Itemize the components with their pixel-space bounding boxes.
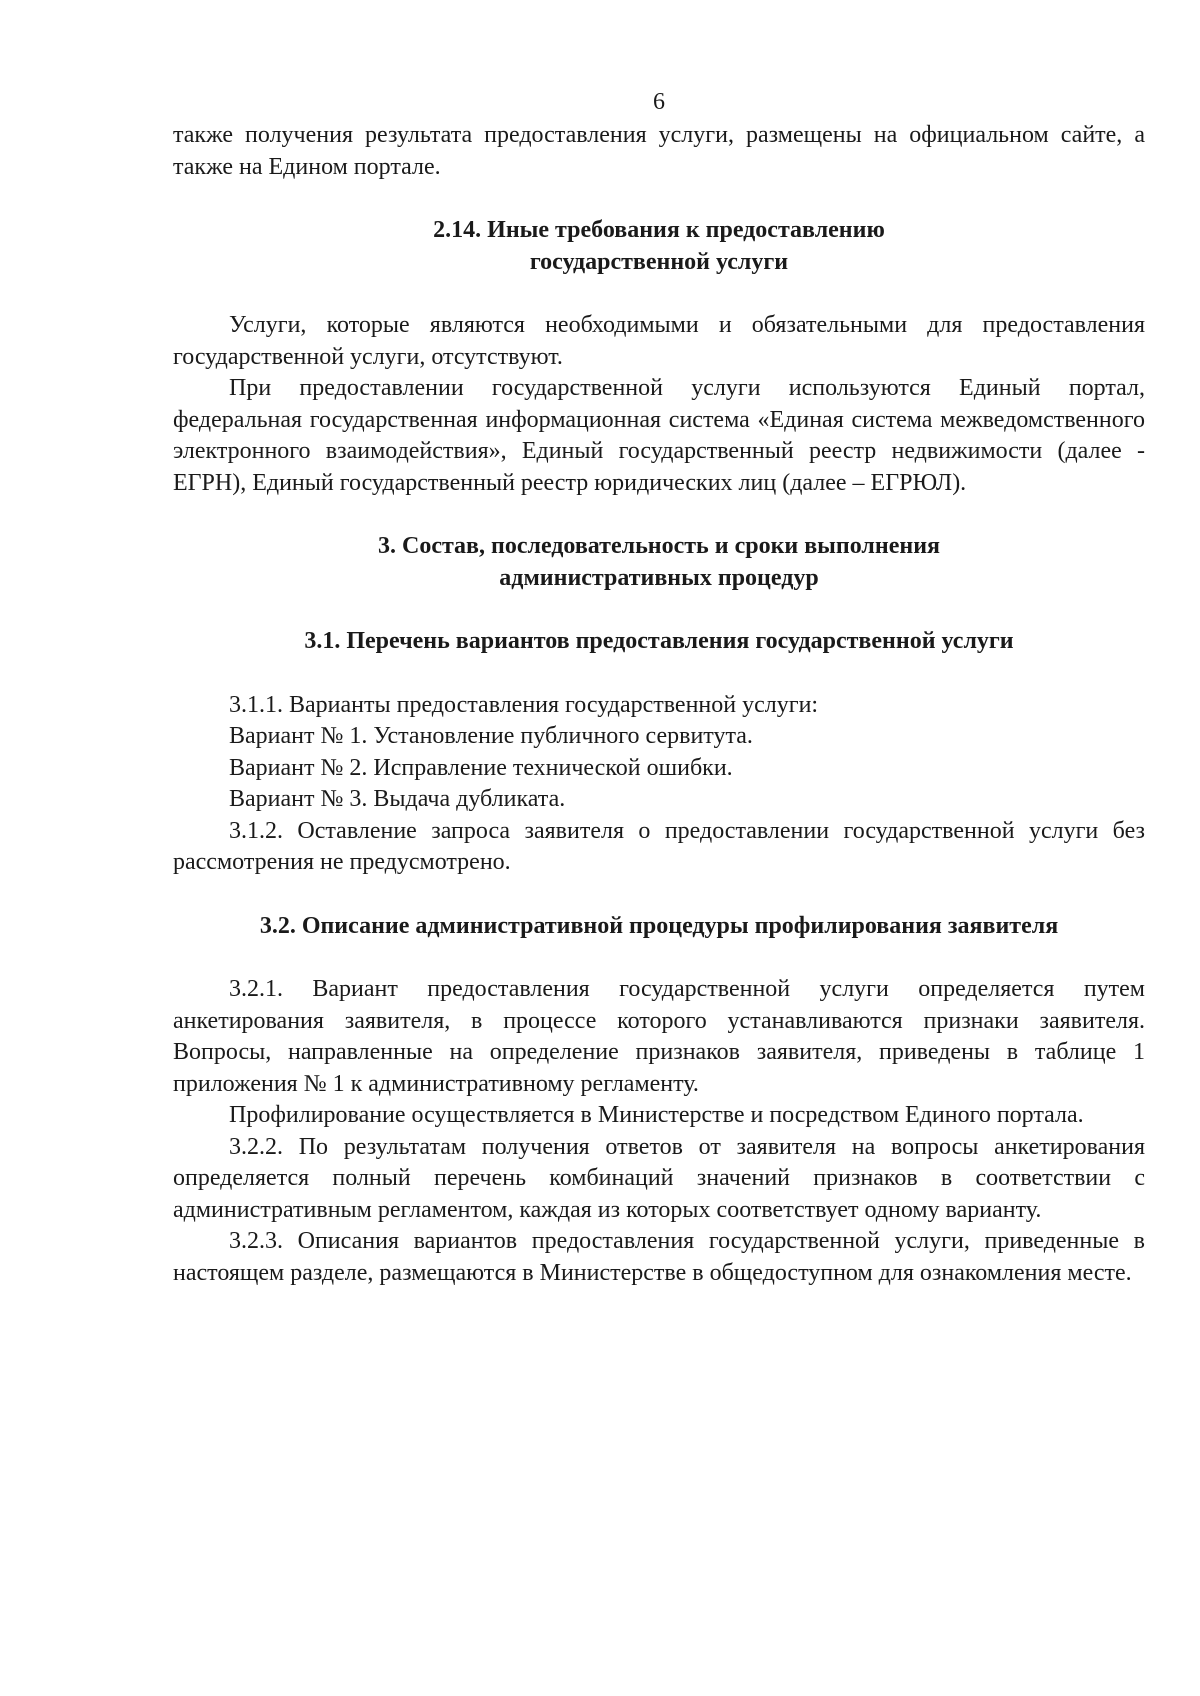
section-3-2-paragraph: Профилирование осуществляется в Министерстве и посредством Единого портала.: [229, 1102, 1084, 1128]
section-3-1-paragraph: 3.1.2. Оставление запроса заявителя о предоставлении государственной услуги без рассмотрения не предусмотрено.: [173, 817, 1145, 875]
section-3-1-paragraph: Вариант № 1. Установление публичного сервитута.: [229, 723, 753, 749]
document-page: [173, 84, 1145, 1289]
section-2-14-heading: 2.14. Иные требования к предоставлению государственной услуги: [433, 217, 885, 275]
page-number: 6: [653, 89, 665, 115]
section-3-2-heading: 3.2. Описание административной процедуры профилирования заявителя: [259, 912, 1059, 939]
section-3-1-paragraph: 3.1.1. Варианты предоставления государственной услуги:: [229, 691, 819, 718]
section-3-2-paragraph: 3.2.3. Описания вариантов предоставления государственной услуги, приведенные в настоящем разделе, размещаются в Министерстве в общедоступном для ознакомления месте.: [173, 1228, 1145, 1286]
section-2-14-paragraph: При предоставлении государственной услуги используются Единый портал, федеральная государственная информационная система «Единая система межведомственного электронного взаимодействия», Единый государственный реестр недвижимости (далее - ЕГРН), Единый государственный реестр юридических лиц (далее – ЕГРЮЛ).: [173, 375, 1145, 496]
section-3-1-heading: 3.1. Перечень вариантов предоставления государственной услуги: [304, 628, 1014, 654]
section-3-1-paragraph: Вариант № 2. Исправление технической ошибки.: [229, 754, 733, 781]
section-2-14-paragraph: Услуги, которые являются необходимыми и обязательными для предоставления государственной услуги, отсутствуют.: [173, 312, 1145, 370]
section-3-heading: 3. Состав, последовательность и сроки выполнения административных процедур: [377, 533, 941, 591]
section-3-1-paragraph: Вариант № 3. Выдача дубликата.: [229, 786, 566, 812]
intro-paragraph: также получения результата предоставления услуги, размещены на официальном сайте, а также на Едином портале.: [173, 122, 1145, 180]
section-3-2-paragraph: 3.2.1. Вариант предоставления государственной услуги определяется путем анкетирования заявителя, в процессе которого устанавливаются признаки заявителя. Вопросы, направленные на определение признаков заявителя, приведены в таблице 1 приложения № 1 к административному регламенту.: [173, 976, 1145, 1097]
section-3-2-paragraph: 3.2.2. По результатам получения ответов от заявителя на вопросы анкетирования определяется полный перечень комбинаций значений признаков в соответствии с административным регламентом, каждая из которых соответствует одному варианту.: [173, 1133, 1145, 1223]
